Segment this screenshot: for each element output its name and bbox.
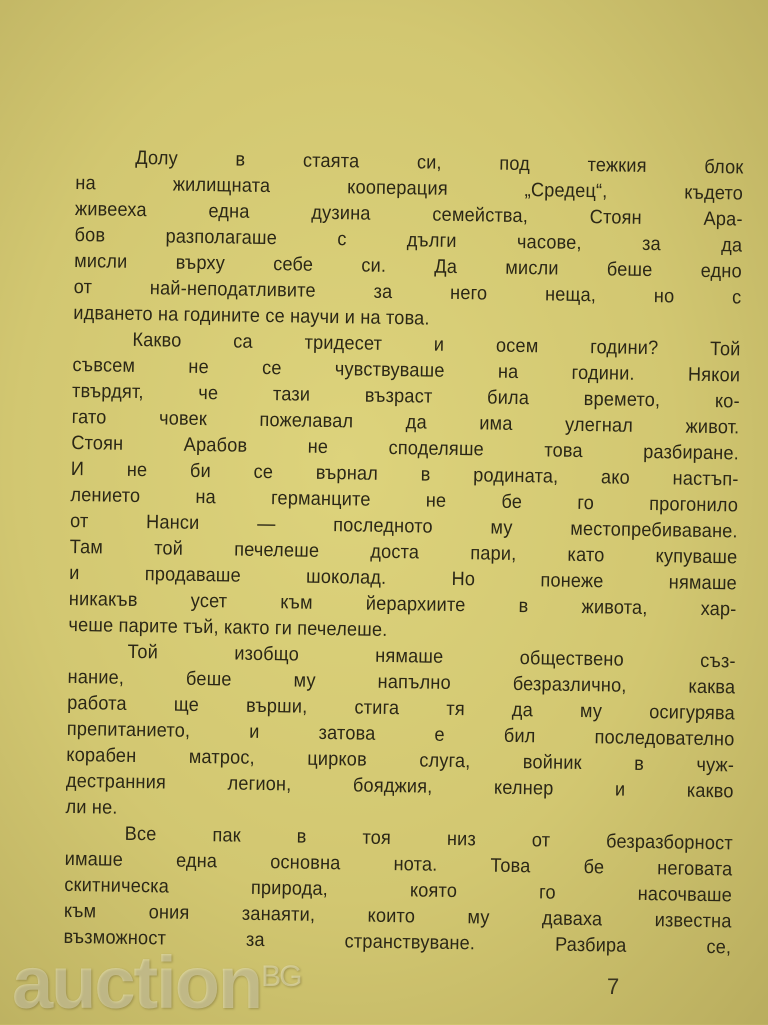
text-line: ли не. — [65, 795, 118, 819]
text-line: възможност за странствуване. Разбира се, — [63, 925, 732, 959]
text-line: имаше една основна нота. Това бе неговата — [64, 847, 733, 881]
text-line: Долу в стаята си, под тежкия блок — [135, 146, 744, 179]
watermark-suffix: BG — [261, 960, 301, 993]
text-line: мисли върху себе си. Да мисли беше едно — [73, 249, 742, 283]
text-line: Стоян Арабов не споделяше това разбиране. — [71, 431, 740, 465]
text-line: идването на годините се научи и на това. — [73, 301, 430, 330]
book-page-text — [63, 144, 744, 960]
text-line: лението на германците не бе го прогонило — [70, 483, 739, 517]
text-line: И не би се върнал в родината, ако настъп- — [70, 457, 739, 491]
text-line: от най-неподатливите за него неща, но с — [73, 275, 742, 309]
text-line: препитанието, и затова е бил последователно — [66, 717, 735, 751]
text-line: чеше парите тъй, както ги печелеше. — [68, 613, 388, 641]
text-line: никакъв усет към йерархиите в живота, хар- — [68, 587, 737, 621]
text-line: Той изобщо нямаше обществено съз- — [127, 640, 736, 673]
text-line: бов разполагаше с дълги часове, за да — [74, 223, 743, 257]
watermark-text: auction — [12, 941, 262, 1024]
text-line: на жилищната кооперация „Средец“, където — [75, 171, 744, 205]
text-line: работа ще върши, стига тя да му осигурява — [67, 691, 736, 725]
watermark-logo — [12, 940, 300, 1025]
text-line: гато човек пожелавал да има улегнал живот. — [71, 405, 740, 439]
text-line: съвсем не се чувствуваше на години. Някои — [72, 353, 741, 387]
text-line: Все пак в тоя низ от безразборност — [124, 822, 734, 855]
text-line: живееха една дузина семейства, Стоян Ара- — [74, 197, 743, 231]
text-line: твърдят, че тази възраст била времето, ко- — [71, 379, 740, 413]
text-line: Там той печелеше доста пари, като купуваше — [69, 535, 738, 569]
text-line: скитническа природа, която го насочваше — [64, 873, 733, 907]
text-line: Какво са тридесет и осем години? Той — [132, 328, 741, 361]
text-line: и продаваше шоколад. Но понеже нямаше — [69, 561, 738, 595]
page-number: 7 — [607, 974, 620, 999]
text-line: нание, беше му напълно безразлично, каква — [67, 665, 736, 699]
text-line: към ония занаяти, които му даваха известна — [63, 899, 732, 933]
text-line: корабен матрос, цирков слуга, войник в чуж- — [66, 743, 735, 777]
text-line: от Нанси — последното му местопребиваване. — [69, 509, 738, 543]
text-line: дестранния легион, бояджия, келнер и какво — [65, 769, 734, 803]
